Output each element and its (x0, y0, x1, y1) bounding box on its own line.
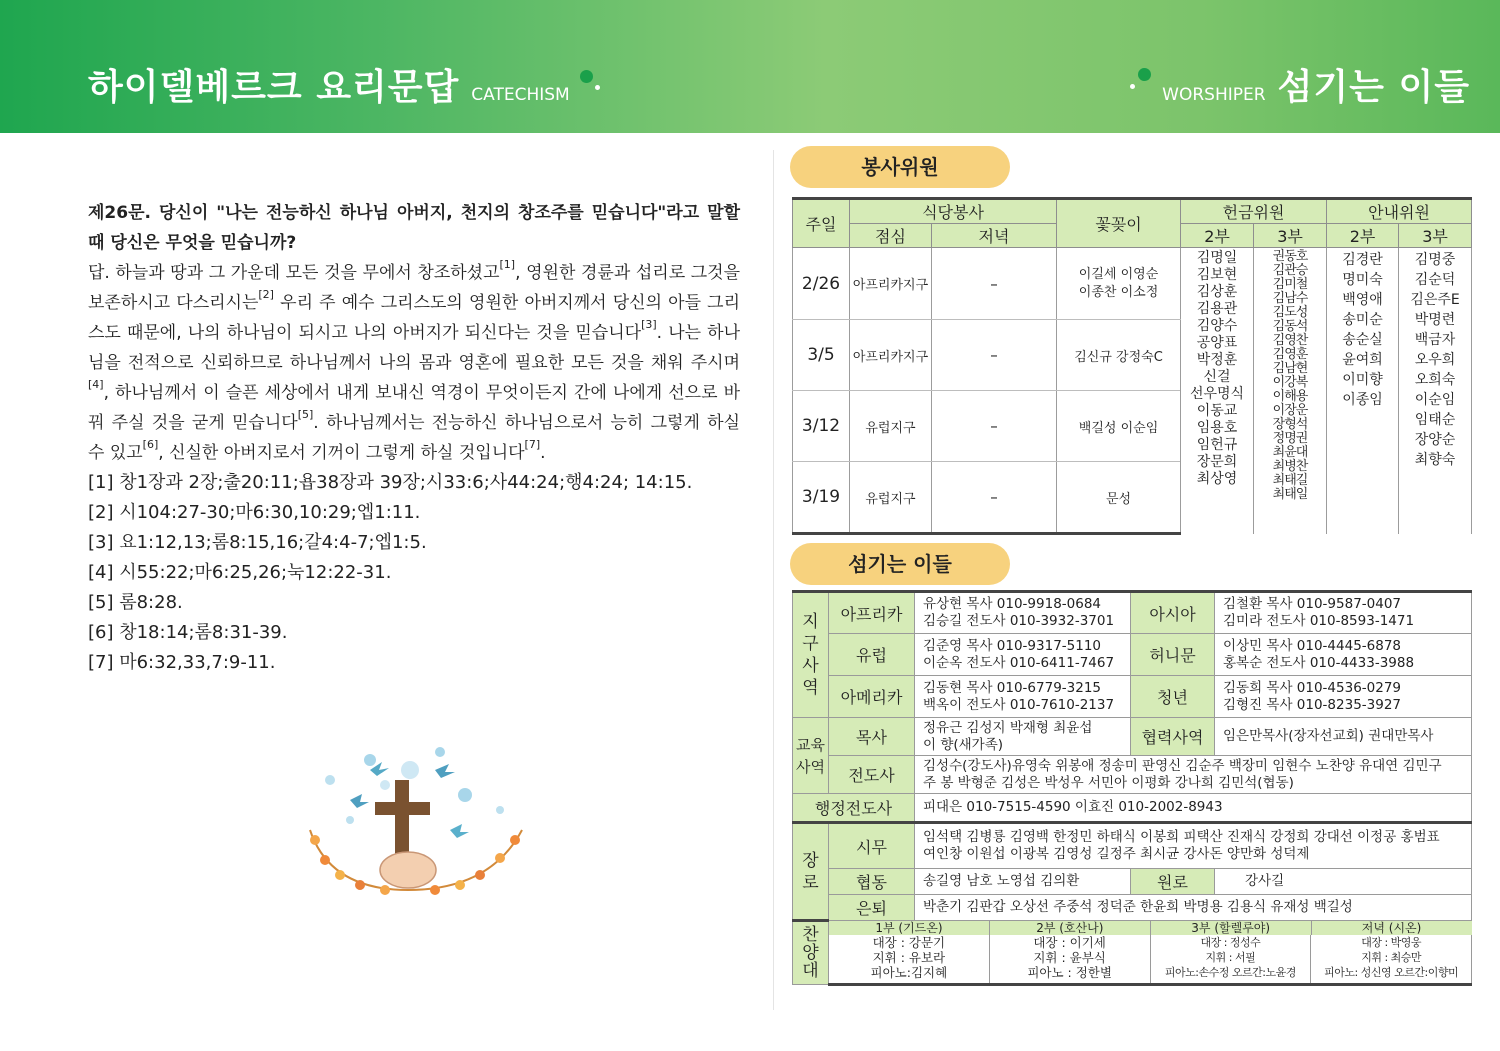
row-lunch: 유럽지구 (850, 462, 932, 534)
catechism-question: 제26문. 당신이 "나는 전능하신 하나님 아버지, 천지의 창조주를 믿습니다"라고 말할 때 당신은 무엇을 믿습니까? (88, 203, 740, 253)
guide-2-list: 김경란 명미숙 백영애 송미순 송순실 윤여희 이미향 이종임 (1327, 248, 1399, 534)
row-date: 3/5 (793, 320, 850, 391)
cross-hands-illustration-icon (290, 740, 540, 910)
guide-3-list: 김명중 김순덕 김은주E 박명련 백금자 오우희 오희숙 이순임 임태순 장양순 최향숙 (1399, 248, 1472, 534)
choir-1-name: 1부 (기드온) (829, 921, 990, 935)
offering-2-header: 2부 (1181, 224, 1254, 248)
catechism-subtitle: CATECHISM (471, 85, 570, 105)
dinner-header: 저녁 (932, 224, 1057, 248)
youth-label: 청년 (1131, 676, 1215, 718)
choir-1-info: 대장 : 강문기 지휘 : 유보라 피아노:김지혜 (829, 935, 990, 983)
row-flower: 문성 (1057, 462, 1181, 534)
reference-7: [7] 마6:32,33,7:9-11. (88, 652, 276, 673)
europe-info: 김준영 목사 010-9317-5110 이순옥 전도사 010-6411-7467 (915, 634, 1131, 676)
decor-dot-icon (1138, 68, 1151, 81)
reference-5: [5] 롬8:28. (88, 592, 183, 613)
youth-info: 김동희 목사 010-4536-0279 김형진 목사 010-8235-3927 (1215, 676, 1472, 718)
retired-elder-label: 은퇴 (829, 895, 915, 921)
header-band (0, 0, 1500, 133)
row-flower: 이길세 이영순 이종찬 이소정 (1057, 248, 1181, 320)
choir-3-name: 3부 (할렐루야) (1151, 921, 1312, 935)
row-flower: 백길성 이순임 (1057, 391, 1181, 462)
service-schedule-table (792, 197, 1472, 535)
emeritus-head-info: 강사길 (1215, 869, 1472, 895)
reference-1: [1] 창1장과 2장;출20:11;욥38장과 39장;시33:6;사44:24;행4:24; 14:15. (88, 472, 693, 493)
choir-4-info: 대장 : 박영웅 지휘 : 최승만 피아노: 성신영 오르간:이향미 (1324, 936, 1459, 979)
choir-4-name: 저녁 (시온) (1312, 921, 1472, 935)
flower-header: 꽃꽂이 (1057, 199, 1181, 248)
asia-label: 아시아 (1131, 592, 1215, 634)
emeritus-head-label: 원로 (1131, 869, 1215, 895)
associate-elder-label: 협동 (829, 869, 915, 895)
row-date: 3/12 (793, 391, 850, 462)
row-date: 2/26 (793, 248, 850, 320)
admin-evangelist-info: 피대은 010-7515-4590 이효진 010-2002-8943 (915, 794, 1472, 823)
worshiper-heading (1162, 66, 1470, 110)
education-label: 교육 사역 (793, 718, 829, 794)
cooperation-label: 협력사역 (1131, 718, 1215, 756)
hanimoon-label: 허니문 (1131, 634, 1215, 676)
guide-2-header: 2부 (1327, 224, 1399, 248)
table-row (793, 248, 1472, 320)
worshipers-table (792, 590, 1472, 986)
row-dinner: – (932, 462, 1057, 534)
offering-3-header: 3부 (1254, 224, 1327, 248)
decor-dot-icon (595, 85, 600, 90)
pastor-label: 목사 (829, 718, 915, 756)
row-dinner: – (932, 391, 1057, 462)
district-label: 지 구 사 역 (793, 592, 829, 718)
catechism-text (88, 198, 740, 678)
choir-2-name: 2부 (호산나) (990, 921, 1151, 935)
choir-3-info: 대장 : 정성수 지휘 : 서필 피아노:손수정 오르간:노윤경 (1151, 935, 1312, 983)
meal-header: 식당봉사 (850, 199, 1057, 224)
row-lunch: 아프리카지구 (850, 248, 932, 320)
column-divider (773, 150, 774, 1010)
africa-info: 유상현 목사 010-9918-0684 김승길 전도사 010-3932-3701 (915, 592, 1131, 634)
decor-dot-icon (580, 70, 593, 83)
lunch-header: 점심 (850, 224, 932, 248)
row-lunch: 아프리카지구 (850, 320, 932, 391)
catechism-title: 하이델베르크 요리문답 (88, 67, 460, 108)
row-flower: 김신규 강정숙C (1057, 320, 1181, 391)
choir-header-row (829, 921, 1472, 936)
offering-3-list: 권동호 김관승 김미철 김남수 김도성 김동석 김영찬 김영훈 김남현 이강복 이해용 이장운 장형석 정명권 최윤대 최병찬 최태길 최태일 (1254, 248, 1327, 534)
week-header: 주일 (793, 199, 850, 248)
america-label: 아메리카 (829, 676, 915, 718)
europe-label: 유럽 (829, 634, 915, 676)
choir-info-row (829, 935, 1472, 985)
guide-3-header: 3부 (1399, 224, 1472, 248)
america-info: 김동현 목사 010-6779-3215 백옥이 전도사 010-7610-2137 (915, 676, 1131, 718)
elder-label: 장 로 (793, 823, 829, 921)
reference-3: [3] 요1:12,13;롬8:15,16;갈4:4-7;엡1:5. (88, 532, 427, 553)
row-dinner: – (932, 248, 1057, 320)
admin-evangelist-label: 행정전도사 (793, 794, 915, 823)
reference-6: [6] 창18:14;롬8:31-39. (88, 622, 288, 643)
row-dinner: – (932, 320, 1057, 391)
evangelist-info: 김성수(강도사)유영숙 위봉애 정송미 판영신 김순주 백장미 임현수 노찬양 유대연 김민구 주 봉 박형준 김성은 박성우 서민아 이평화 강나희 김민석(협동) (915, 756, 1472, 794)
offering-header: 헌금위원 (1181, 199, 1327, 224)
associate-elder-info: 송길영 남호 노영섭 김의환 (915, 869, 1131, 895)
catechism-heading (88, 66, 570, 110)
active-elder-info: 임석택 김병룡 김영백 한정민 하태식 이봉희 피택산 진재식 강정희 강대선 이정공 홍범표 여인창 이원섭 이광복 김영성 길정주 최시균 강사돈 양만화 성덕제 (915, 823, 1472, 869)
offering-2-list: 김명일 김보현 김상훈 김용관 김양수 공양표 박정훈 신걸 선우명식 이동교 임용호 임헌규 장문희 최상영 (1181, 248, 1254, 534)
cooperation-info: 임은만목사(장자선교회) 권대만목사 (1215, 718, 1472, 756)
choir-label: 찬 양 대 (793, 921, 829, 985)
service-committee-tab: 봉사위원 (790, 146, 1010, 188)
evangelist-label: 전도사 (829, 756, 915, 794)
reference-4: [4] 시55:22;마6:25,26;눅12:22-31. (88, 562, 392, 583)
row-date: 3/19 (793, 462, 850, 534)
active-elder-label: 시무 (829, 823, 915, 869)
retired-elder-info: 박춘기 김판갑 오상선 주중석 정덕준 한윤희 박명용 김용식 유재성 백길성 (915, 895, 1472, 921)
hanimoon-info: 이상민 목사 010-4445-6878 홍복순 전도사 010-4433-3988 (1215, 634, 1472, 676)
asia-info: 김철환 목사 010-9587-0407 김미라 전도사 010-8593-1471 (1215, 592, 1472, 634)
decor-dot-icon (1130, 84, 1135, 89)
pastor-info: 정유근 김성지 박재형 최윤섭 이 향(새가족) (915, 718, 1131, 756)
catechism-answer: 답. 하늘과 땅과 그 가운데 모든 것을 무에서 창조하셨고[1], 영원한 경륜과 섭리로 그것을 보존하시고 다스리시는[2] 우리 주 예수 그리스도의 영원한 아버지께서 당신의 아들 그리스도 때문에, 나의 하나님이 되시고 나의 아버지가 되신다는 것을 믿습니다[3]. 나는 하나님을 전적으로 신뢰하므로 하나님께서 나의 몸과 영혼에 필요한 모든 것을 채워 주시며[4], 하나님께서 이 슬픈 세상에서 내게 보내신 역경이 무엇이든지 간에 나에게 선으로 바꿔 주실 것을 굳게 믿습니다[5]. 하나님께서는 전능하신 하나님으로서 능히 그렇게 하실 수 있고[6], 신실한 아버지로서 기꺼이 그렇게 하실 것입니다[7]. (88, 258, 741, 463)
reference-2: [2] 시104:27-30;마6:30,10:29;엡1:11. (88, 502, 421, 523)
row-lunch: 유럽지구 (850, 391, 932, 462)
worshiper-subtitle: WORSHIPER (1162, 85, 1266, 105)
worshipers-tab: 섬기는 이들 (790, 543, 1010, 585)
africa-label: 아프리카 (829, 592, 915, 634)
guide-header: 안내위원 (1327, 199, 1472, 224)
choir-2-info: 대장 : 이기세 지휘 : 윤부식 피아노 : 정한별 (990, 935, 1151, 983)
worshiper-title: 섬기는 이들 (1277, 67, 1470, 108)
